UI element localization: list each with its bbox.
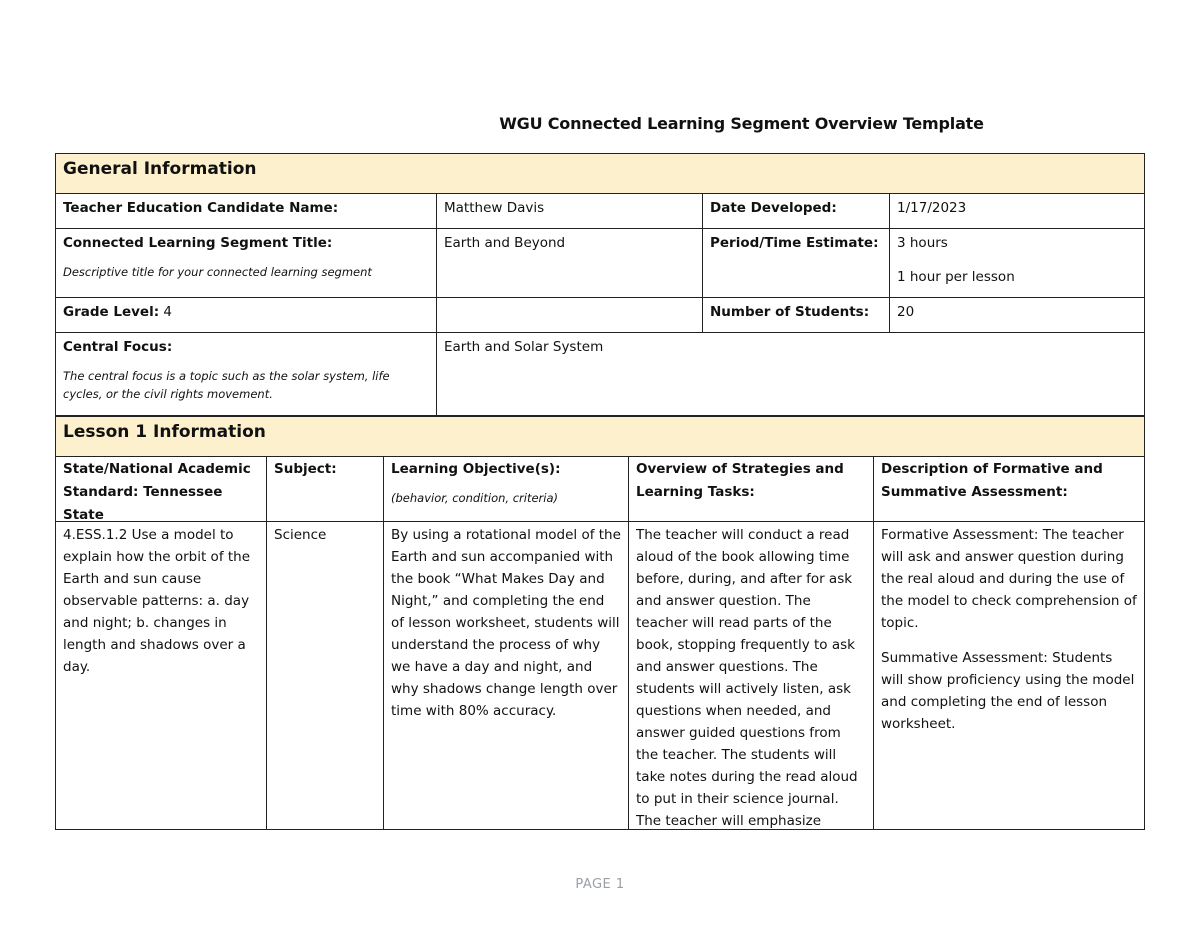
central-focus-value: Earth and Solar System xyxy=(436,332,1145,416)
grade-level-empty-cell xyxy=(436,297,702,333)
column-header-strategies: Overview of Strategies and Learning Tasks: xyxy=(628,456,873,522)
formative-assessment-text: Formative Assessment: The teacher will ask and answer question during the real aloud and during the use of the model to check comprehension of topic. xyxy=(881,527,1137,631)
segment-title-hint: Descriptive title for your connected learning segment xyxy=(63,265,372,279)
candidate-name-label-text: Teacher Education Candidate Name: xyxy=(63,200,339,216)
summative-assessment-text: Summative Assessment: Students will show proficiency using the model and completing the end of lesson worksheet. xyxy=(881,650,1135,732)
period-time-value-cell xyxy=(889,228,1145,298)
general-info-heading xyxy=(55,153,1145,194)
grade-level-label: Grade Level: xyxy=(63,304,160,320)
candidate-name-value: Matthew Davis xyxy=(436,193,702,229)
segment-title-value: Earth and Beyond xyxy=(436,228,702,298)
document-title: WGU Connected Learning Segment Overview Template xyxy=(499,114,984,133)
segment-title-label: Connected Learning Segment Title: xyxy=(63,235,333,251)
standard-text: 4.ESS.1.2 Use a model to explain how the orbit of the Earth and sun cause observable patterns: a. day and night; b. changes in length and shadows over a day. xyxy=(55,521,266,830)
period-time-label: Period/Time Estimate: xyxy=(702,228,889,298)
column-header-objective-hint: (behavior, condition, criteria) xyxy=(391,491,558,505)
period-time-value-2: 1 hour per lesson xyxy=(897,269,1015,285)
date-developed-label: Date Developed: xyxy=(702,193,889,229)
grade-level-value: 4 xyxy=(163,304,172,320)
central-focus-hint: The central focus is a topic such as the solar system, life cycles, or the civil rights movement. xyxy=(63,369,390,401)
lesson-1-heading xyxy=(55,415,1145,457)
period-time-value-1: 3 hours xyxy=(897,235,948,251)
number-of-students-label: Number of Students: xyxy=(702,297,889,333)
central-focus-label-cell xyxy=(55,332,436,416)
column-header-subject: Subject: xyxy=(266,456,383,522)
column-header-standard: State/National Academic Standard: Tennessee State xyxy=(55,456,266,522)
candidate-name-label xyxy=(55,193,436,229)
column-header-assessment: Description of Formative and Summative Assessment: xyxy=(873,456,1145,522)
column-header-objective: Learning Objective(s): xyxy=(391,461,561,477)
assessment-cell xyxy=(873,521,1145,830)
page-number: PAGE 1 xyxy=(575,877,625,892)
grade-level-cell xyxy=(55,297,436,333)
date-developed-value: 1/17/2023 xyxy=(889,193,1145,229)
segment-title-label-cell xyxy=(55,228,436,298)
general-info-heading-text: General Information xyxy=(63,159,257,179)
table-right-border xyxy=(1144,193,1145,830)
lesson-1-heading-text: Lesson 1 Information xyxy=(63,422,266,442)
objective-text: By using a rotational model of the Earth and sun accompanied with the book “What Makes Day and Night,” and completing the end of lesson worksheet, students will understand the process of why we have a day and night, and why shadows change length over time with 80% accuracy. xyxy=(383,521,628,830)
strategies-text: The teacher will conduct a read aloud of the book allowing time before, during, and after for ask and answer question. The teacher will read parts of the book, stopping frequently to ask and answer questions. The students will actively listen, ask questions when needed, and answer guided questions from the teacher. The students will take notes during the read aloud to put in their science journal. The teacher will emphasize xyxy=(628,521,873,830)
subject-text: Science xyxy=(266,521,383,830)
table-bottom-border xyxy=(55,829,1145,830)
column-header-objective-cell xyxy=(383,456,628,522)
central-focus-label: Central Focus: xyxy=(63,339,173,355)
number-of-students-value: 20 xyxy=(889,297,1145,333)
